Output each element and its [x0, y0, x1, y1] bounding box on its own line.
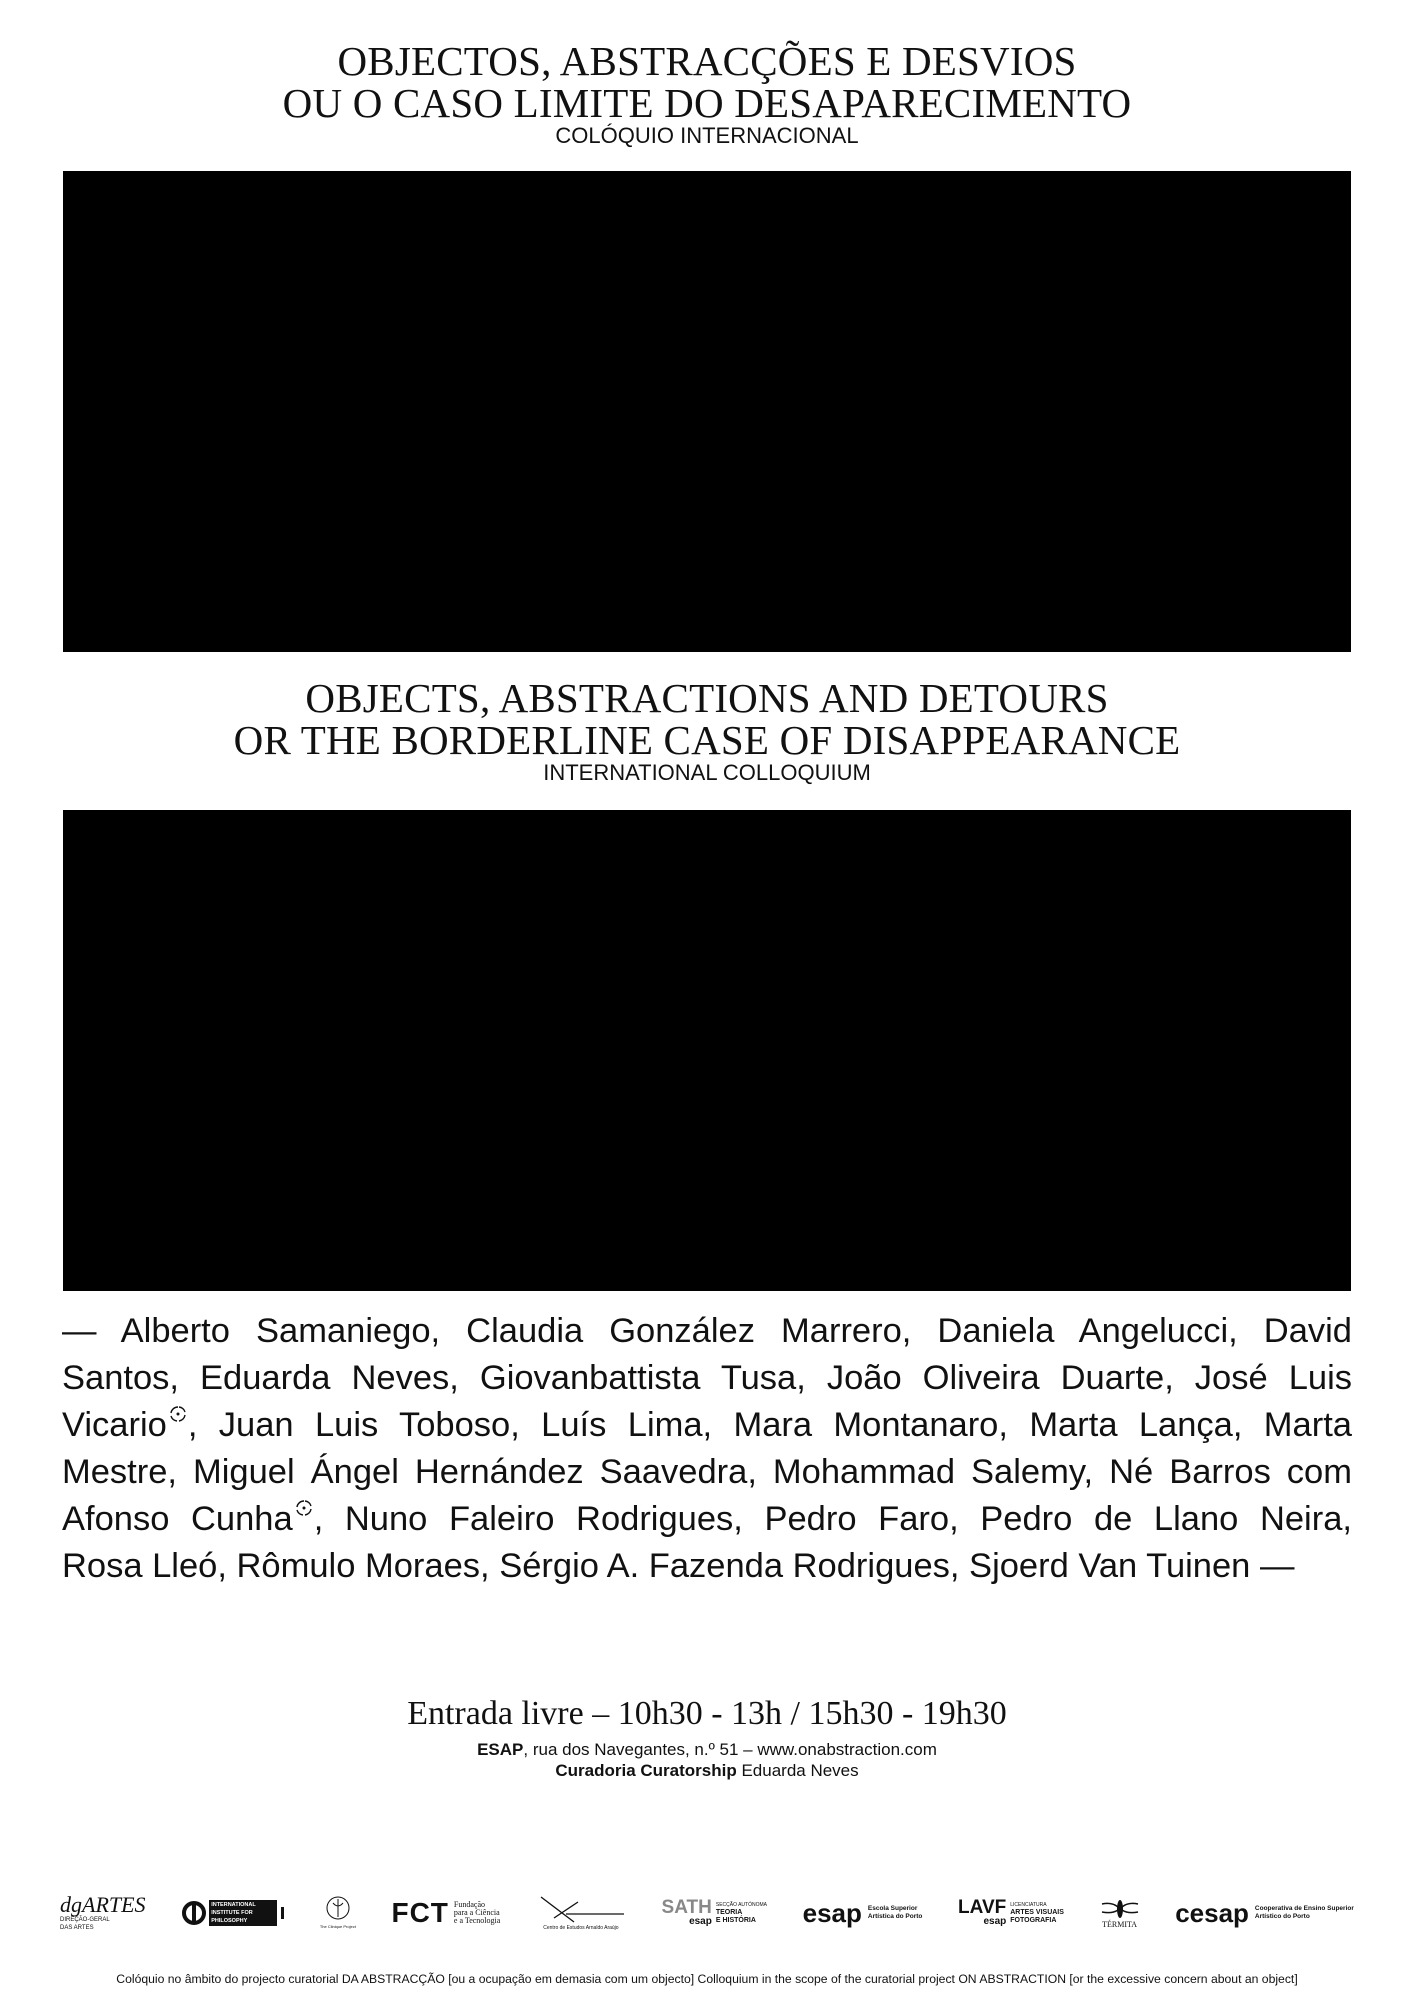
- fct-logo-text: FCT: [391, 1897, 449, 1928]
- lavf-logo: [958, 1899, 1064, 1927]
- sath-sub-1: SECÇÃO AUTÓNOMA: [715, 1902, 767, 1908]
- clinique-logo-text: The Clinique Project: [319, 1924, 356, 1929]
- fct-sub-1: Fundação: [453, 1900, 486, 1909]
- pt-subtitle: COLÓQUIO INTERNACIONAL: [555, 123, 859, 148]
- cesap-logo: [1175, 1898, 1354, 1929]
- lavf-sub-2: ARTES VISUAIS: [1010, 1909, 1064, 1916]
- cesap-subtext: [1255, 1905, 1354, 1921]
- participants-line-2: Santos, Eduarda Neves, Giovanbattista Tusa, João Oliveira Duarte, José Luis: [62, 1359, 1352, 1397]
- iip-logo-text: INTERNATIONAL INSTITUTE FOR PHILOSOPHY: [209, 1900, 277, 1926]
- termita-logo-text: TÉRMITA: [1102, 1919, 1138, 1929]
- iip-circle-icon: [181, 1900, 207, 1926]
- participants-text: , Juan Luis Toboso, Luís Lima, Mara Montanaro, Marta Lança, Marta: [187, 1406, 1352, 1444]
- participants-text: , Nuno Faleiro Rodrigues, Pedro Faro, Pedro de Llano Neira,: [313, 1500, 1352, 1538]
- lavf-mark: [958, 1899, 1006, 1927]
- address-text: , rua dos Navegantes, n.º 51 – www.onabstraction.com: [523, 1740, 937, 1759]
- participants-line-4: Mestre, Miguel Ángel Hernández Saavedra, Mohammad Salemy, Né Barros com: [62, 1453, 1352, 1491]
- sath-sub-3: E HISTÓRIA: [715, 1917, 756, 1924]
- ceaa-logo: [536, 1894, 626, 1932]
- sponsor-logos: [60, 1888, 1354, 1938]
- sath-mark: [662, 1899, 712, 1927]
- entry-times: Entrada livre – 10h30 - 13h / 15h30 - 19h30: [407, 1695, 1007, 1732]
- ceaa-line-icon: [536, 1894, 626, 1924]
- clinique-project-logo: [320, 1895, 356, 1931]
- en-title-line-1: OBJECTS, ABSTRACTIONS AND DETOURS: [305, 675, 1109, 721]
- lavf-sub-3: FOTOGRAFIA: [1010, 1917, 1057, 1924]
- cesap-logo-text: cesap: [1175, 1897, 1249, 1928]
- lavf-subtext: [1010, 1901, 1064, 1925]
- en-title-line-2: OR THE BORDERLINE CASE OF DISAPPEARANCE: [233, 717, 1181, 763]
- lavf-sub-1: LICENCIATURA: [1010, 1902, 1047, 1908]
- termite-icon: [1100, 1898, 1140, 1920]
- participants-line-1: — Alberto Samaniego, Claudia González Marrero, Daniela Angelucci, David: [62, 1312, 1352, 1350]
- sath-subtext: [716, 1901, 767, 1925]
- pt-title-line-2: OU O CASO LIMITE DO DESAPARECIMENTO: [282, 80, 1132, 126]
- venue-name: ESAP: [477, 1740, 524, 1759]
- figure-circle-icon: [323, 1895, 353, 1923]
- fct-sub-2: para a Ciência: [453, 1908, 500, 1917]
- ceaa-logo-text: Centro de Estudos Arnaldo Araújo: [543, 1925, 619, 1931]
- sath-logo-text: SATH: [661, 1897, 712, 1918]
- sath-logo: [662, 1899, 767, 1927]
- curator-name: Eduarda Neves: [741, 1761, 859, 1780]
- performance-icon: [294, 1498, 314, 1518]
- sath-esap-text: esap: [689, 1916, 712, 1927]
- participants-line-5: [62, 1496, 1352, 1543]
- esap-logo-text: esap: [802, 1897, 862, 1928]
- cesap-sub-2: Artístico do Porto: [1254, 1913, 1310, 1920]
- lavf-esap-text: esap: [983, 1916, 1007, 1927]
- portuguese-title-block: [0, 40, 1414, 148]
- esap-sub-1: Escola Superior: [867, 1905, 918, 1912]
- international-institute-philosophy-logo: [181, 1900, 284, 1926]
- participant-name: Vicario: [62, 1406, 167, 1444]
- esap-sub-2: Artística do Porto: [867, 1913, 923, 1920]
- performance-icon: [168, 1404, 188, 1424]
- termita-logo: [1100, 1898, 1140, 1929]
- participants-line-3: [62, 1402, 1352, 1449]
- english-title-block: [0, 677, 1414, 785]
- black-image-panel-top: [63, 171, 1351, 652]
- dgartes-logo: [60, 1894, 146, 1932]
- venue-address: [0, 1739, 1414, 1760]
- fct-logo: [391, 1897, 500, 1929]
- participants-line-6: Rosa Lleó, Rômulo Moraes, Sérgio A. Fazenda Rodrigues, Sjoerd Van Tuinen —: [62, 1547, 1295, 1585]
- curatorship-label: Curadoria Curatorship: [555, 1761, 737, 1780]
- sath-sub-2: TEORIA: [715, 1909, 743, 1916]
- fct-sub-3: e a Tecnologia: [453, 1916, 501, 1925]
- cesap-sub-1: Cooperativa de Ensino Superior: [1254, 1905, 1354, 1912]
- black-image-panel-bottom: [63, 810, 1351, 1291]
- fct-subtext: [454, 1901, 500, 1925]
- footer-note: Colóquio no âmbito do projecto curatorial DA ABSTRACÇÃO [ou a ocupação em demasia com um objecto] Colloquium in the scope of the curatorial project ON ABSTRACTION [or the excessive concern about an object]: [116, 1972, 1298, 1986]
- participants-list: [62, 1308, 1352, 1590]
- lavf-logo-text: LAVF: [958, 1897, 1007, 1918]
- curatorship: [0, 1760, 1414, 1781]
- iip-bar: [281, 1907, 284, 1919]
- dgartes-logo-subtext: DIREÇÃO-GERAL DAS ARTES: [60, 1917, 110, 1931]
- participant-name: Afonso Cunha: [62, 1500, 293, 1538]
- esap-logo: [803, 1898, 923, 1929]
- dgartes-logo-text: dgARTES: [60, 1892, 146, 1917]
- pt-title-line-1: OBJECTOS, ABSTRACÇÕES E DESVIOS: [337, 38, 1077, 84]
- esap-subtext: [868, 1905, 923, 1921]
- en-subtitle: INTERNATIONAL COLLOQUIUM: [543, 760, 871, 785]
